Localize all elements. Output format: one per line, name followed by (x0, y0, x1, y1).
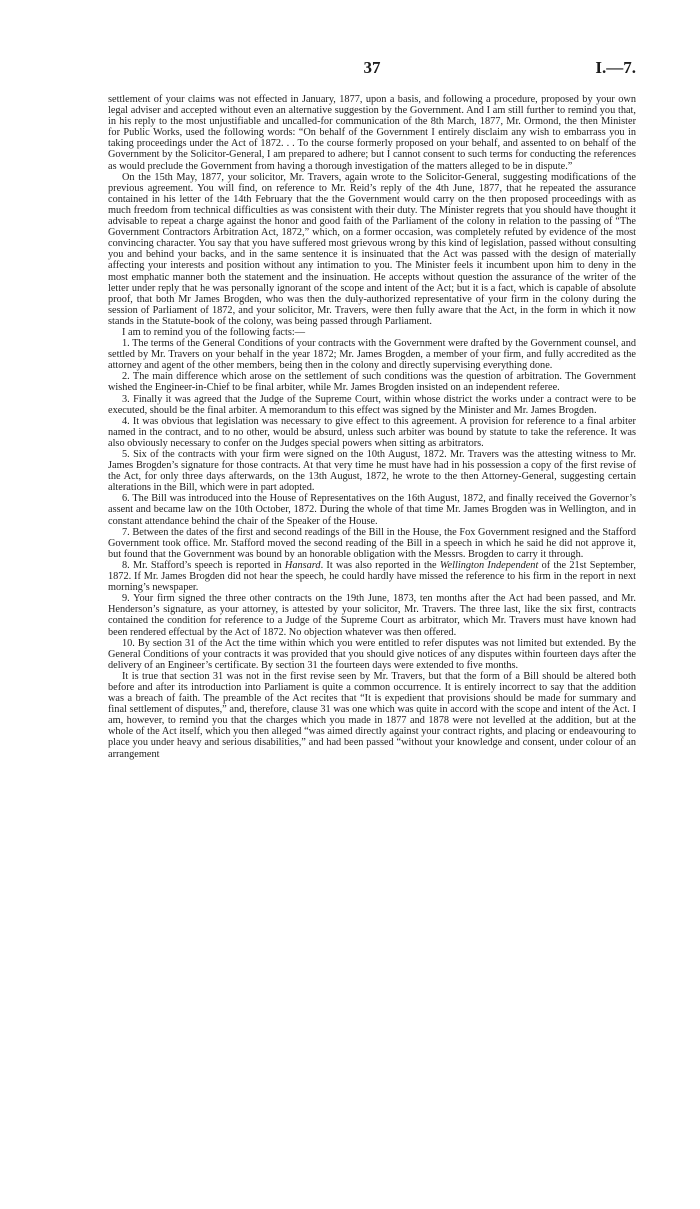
fact-5: 5. Six of the contracts with your firm were signed on the 10th August, 1872. Mr. Travers was the attesting witness to Mr. James Brogden’s signature for those contracts. At that very time he must have had in his possession a copy of the first revise of the Act, for only three days afterwards, on the 13th August, 1872, he wrote to the then Attorney-General, suggesting certain alterations in the Bill, which were in part adopted. (108, 449, 636, 494)
fact-9: 9. Your firm signed the three other contracts on the 19th June, 1873, ten months after the Act had been passed, and Mr. Henderson’s signature, as your attorney, is attested by your solicitor, Mr. Travers. The three last, like the six first, contracts contained the condition for reference to a Judge of the Supreme Court as arbitrator, which Mr. Travers must have known had been rendered effectual by the Act of 1872. No objection whatever was then offered. (108, 593, 636, 638)
fact-10: 10. By section 31 of the Act the time within which you were entitled to refer disputes was not limited but extended. By the General Conditions of your contracts it was provided that you should give notices of any disputes within fourteen days after the delivery of an Engineer’s certificate. By section 31 the fourteen days were extended to five months. (108, 637, 636, 671)
paragraph-section-31: It is true that section 31 was not in the first revise seen by Mr. Travers, but that the form of a Bill should be altered both before and after its introduction into Parliament is quite a common occurrence. It is entirely incorrect to say that the addition was a breach of faith. The preamble of the Act recites that “It is expedient that provisions should be made for summary and final settlement of disputes,” and, therefore, clause 31 was one which was quite in accord with the scope and intent of the Act. I am, however, to remind you that the charges which you made in 1877 and 1878 were not levelled at the addition, but at the whole of the Act itself, which you then alleged “was aimed directly against your contract rights, and placing or endeavouring to place you under heavy and serious disabilities,” and had been passed “without your knowledge and consent, under colour of an arrangement (108, 670, 636, 760)
fact-7: 7. Between the dates of the first and second readings of the Bill in the House, the Fox Government resigned and the Stafford Government took office. Mr. Stafford moved the second reading of the Bill in a speech in which he said he did not approve it, but found that the Government was bound by an honorable obligation with the Messrs. Brogden to carry it through. (108, 526, 636, 560)
page-number: 37 (363, 58, 381, 77)
fact-2: 2. The main difference which arose on the settlement of such conditions was the question of arbitration. The Government wished the Engineer-in-Chief to be final arbiter, while Mr. James Brogden insisted on an independent referee. (108, 371, 636, 394)
fact-8-part-3: of the 21st September, 1872. If Mr. James Brogden did not hear the speech, he could hardly have missed the reference to his firm in the report in next morning’s newspaper. (108, 559, 636, 594)
fact-6: 6. The Bill was introduced into the House of Representatives on the 16th August, 1872, and finally received the Governor’s assent and became law on the 10th October, 1872. During the whole of that time Mr. James Brogden was in Wellington, and in constant attendance behind the chair of the Speaker of the House. (108, 493, 636, 527)
hansard-title: Hansard (284, 559, 321, 571)
fact-8-part-2: . It was also reported in the (320, 559, 440, 571)
fact-8-part-1: 8. Mr. Stafford’s speech is reported in (122, 559, 285, 571)
fact-1: 1. The terms of the General Conditions of your contracts with the Government were drafted by the Government counsel, and settled by Mr. Travers on your behalf in the year 1872; Mr. James Brogden, a member of your firm, and fully accredited as the attorney and agent of the other members, being then in the colony and directly supervising everything done. (108, 338, 636, 372)
paragraph-continuation: settlement of your claims was not effected in January, 1877, upon a basis, and following a procedure, proposed by your own legal adviser and accepted without even an alternative suggestion by the Government. And I am still further to remind you that, in his reply to the most unjustifiable and uncalled-for communication of the 8th March, 1877, Mr. Ormond, the then Minister for Public Works, used the following words: “On behalf of the Government I entirely disclaim any wish to embarrass you in taking proceedings under the Act of 1872. . . To the course formerly proposed on your behalf, and assented to on behalf of the Government by the Solicitor-General, I am prepared to adhere; but I cannot consent to such terms for conducting the references as would preclude the Government from having a thorough investigation of the matters alleged to be in dispute.” (108, 94, 636, 172)
fact-8 (108, 560, 636, 593)
newspaper-title: Wellington Independent (439, 559, 539, 571)
document-reference: I.—7. (595, 58, 636, 77)
page-header (108, 58, 636, 80)
paragraph-facts-intro: I am to remind you of the following facts:— (122, 326, 306, 338)
body-text (108, 94, 636, 760)
paragraph-15-may: On the 15th May, 1877, your solicitor, Mr. Travers, again wrote to the Solicitor-General, suggesting modifications of the previous agreement. You will find, on reference to Mr. Reid’s reply of the 4th June, 1877, that he repeated the assurance contained in his letter of the 14th February that the the Government would carry on the then proposed proceedings with as much freedom from technical difficulties as was consistent with their duty. The Minister regrets that you should have thought it advisable to repeat a charge against the honor and good faith of the Parliament of the colony in relation to the passing of “The Government Contractors Arbitration Act, 1872,” which, on a former occasion, was completely refuted by evidence of the most convincing character. You say that you have suffered most grievous wrong by this kind of legislation, passed without consulting you and behind your backs, and in the same sentence it is insinuated that the Act was passed with the design of materially affecting your interests and position without any intimation to you. The Minister feels it incumbent upon him to deny in the most emphatic manner both the statement and the insinuation. He accepts without question the assurance of the writer of the letter under reply that he was personally ignorant of the scope and intent of the Act; but it is a fact, which is capable of absolute proof, that both Mr James Brogden, who was then the duly-authorized representative of your firm in the colony during the session of Parliament of 1872, and your solicitor, Mr. Travers, were then fully aware that the Act, in the form in which it now stands in the Statute-book of the colony, was being passed through Parliament. (108, 171, 636, 327)
fact-4: 4. It was obvious that legislation was necessary to give effect to this agreement. A provision for reference to a final arbiter named in the contract, and to no other, would be absurd, unless such arbiter was bound by statute to take the reference. It was also obviously necessary to confer on the Judges special powers when sitting as arbitrators. (108, 415, 636, 449)
fact-3: 3. Finally it was agreed that the Judge of the Supreme Court, within whose district the works under a contract were to be executed, should be the final arbiter. A memorandum to this effect was signed by the Minister and Mr. James Brogden. (108, 393, 636, 416)
